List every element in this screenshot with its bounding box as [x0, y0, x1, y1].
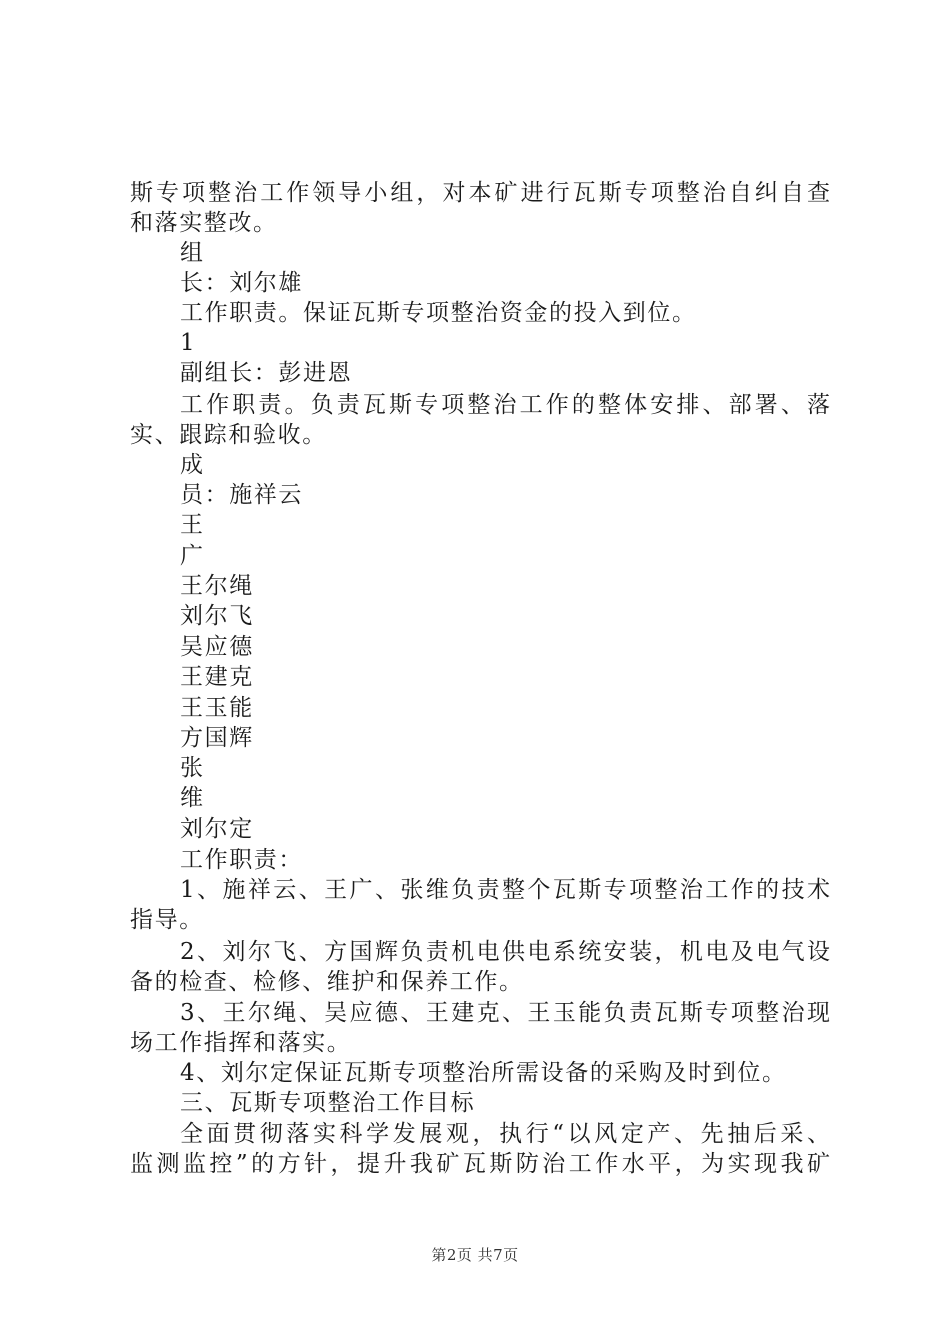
paragraph-line: 2、刘尔飞、方国辉负责机电供电系统安装，机电及电气设 — [180, 939, 830, 965]
paragraph-line: 工作职责： — [180, 847, 303, 873]
paragraph-line: 吴应德 — [180, 634, 254, 660]
paragraph-line: 成 — [180, 452, 205, 478]
paragraph-line: 组 — [180, 240, 205, 266]
paragraph-line: 斯专项整治工作领导小组，对本矿进行瓦斯专项整治自纠自查 — [130, 180, 830, 206]
section-heading: 三、瓦斯专项整治工作目标 — [180, 1090, 476, 1116]
paragraph-line: 1、施祥云、王广、张维负责整个瓦斯专项整治工作的技术 — [180, 877, 830, 903]
paragraph-line: 工作职责。保证瓦斯专项整治资金的投入到位。 — [180, 300, 697, 326]
paragraph-line: 工作职责。负责瓦斯专项整治工作的整体安排、部署、落 — [180, 392, 830, 418]
paragraph-line: 场工作指挥和落实。 — [130, 1030, 352, 1056]
paragraph-line: 备的检查、检修、维护和保养工作。 — [130, 969, 524, 995]
paragraph-line: 3、王尔绳、吴应德、王建克、王玉能负责瓦斯专项整治现 — [180, 1000, 830, 1026]
paragraph-line: 4、刘尔定保证瓦斯专项整治所需设备的采购及时到位。 — [180, 1060, 787, 1086]
paragraph-line: 张 — [180, 755, 205, 781]
page-number-footer: 第2页 共7页 — [431, 1246, 519, 1264]
paragraph-line: 副组长：彭进恩 — [180, 360, 353, 386]
paragraph-line: 王 — [180, 512, 205, 538]
paragraph-line: 实、跟踪和验收。 — [130, 422, 327, 448]
paragraph-line: 刘尔定 — [180, 816, 254, 842]
paragraph-line: 指导。 — [130, 907, 204, 933]
paragraph-line: 和落实整改。 — [130, 210, 278, 236]
paragraph-line: 长：刘尔雄 — [180, 270, 303, 296]
paragraph-line: 王尔绳 — [180, 573, 254, 599]
paragraph-line: 王建克 — [180, 664, 254, 690]
paragraph-line: 1 — [180, 330, 197, 356]
paragraph-line: 刘尔飞 — [180, 603, 254, 629]
paragraph-line: 监测监控”的方针，提升我矿瓦斯防治工作水平，为实现我矿 — [130, 1151, 830, 1177]
paragraph-line: 王玉能 — [180, 695, 254, 721]
paragraph-line: 员：施祥云 — [180, 482, 303, 508]
paragraph-line: 广 — [180, 543, 205, 569]
paragraph-line: 维 — [180, 785, 205, 811]
paragraph-line: 方国辉 — [180, 725, 254, 751]
paragraph-line: 全面贯彻落实科学发展观，执行“以风定产、先抽后采、 — [180, 1121, 830, 1147]
